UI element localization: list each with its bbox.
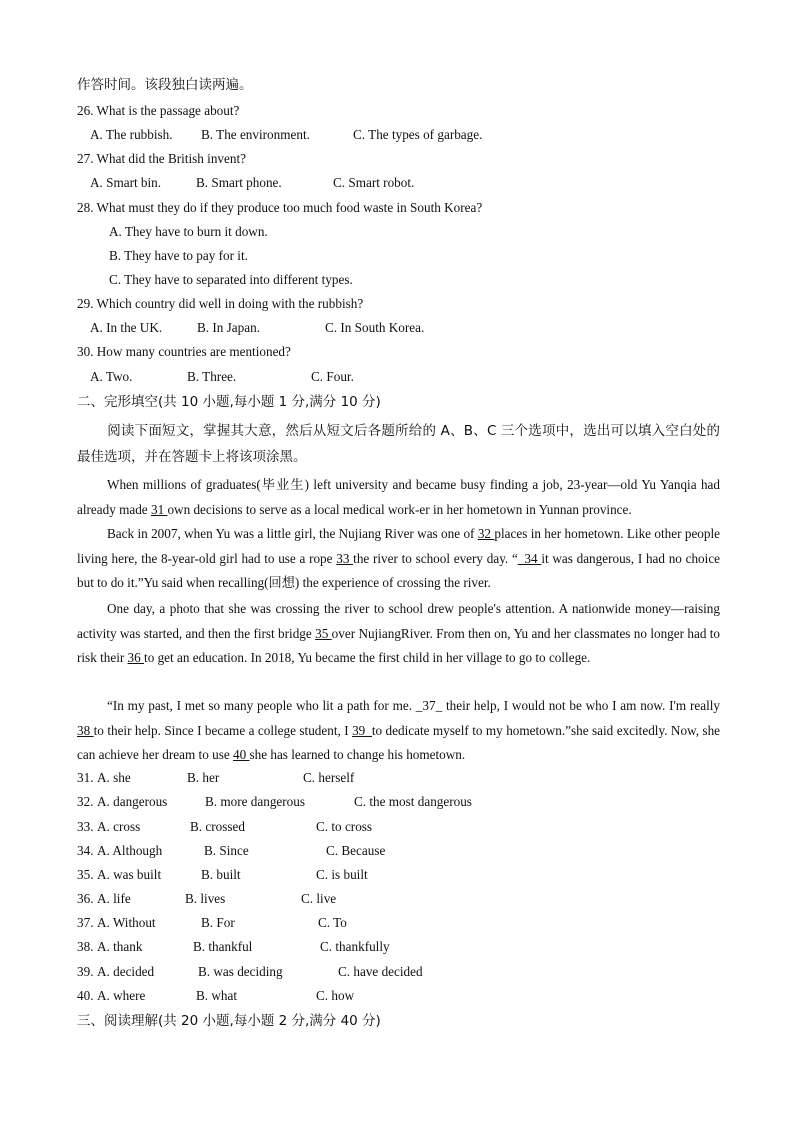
blank-34[interactable]: _34 — [517, 550, 542, 566]
cloze-num-38: 38. — [77, 939, 94, 954]
cloze-36-option-c[interactable]: C. live — [301, 891, 337, 906]
cloze-36-option-a[interactable]: A. life — [97, 891, 131, 906]
section-2-instruction: 阅读下面短文，掌握其大意，然后从短文后各题所给的 A、B、C 三个选项中，选出可以填入空白处的最佳选项，并在答题卡上将该项涂黑。 — [77, 423, 720, 465]
cloze-num-39: 39. — [77, 964, 94, 979]
q30-option-a[interactable]: A. Two. — [90, 369, 133, 384]
cloze-num-35: 35. — [77, 867, 94, 882]
cloze-35-option-c[interactable]: C. is built — [316, 867, 368, 882]
cloze-35-option-b[interactable]: B. built — [201, 867, 241, 882]
cloze-num-32: 32. — [77, 794, 94, 809]
q27-option-b[interactable]: B. Smart phone. — [196, 175, 282, 190]
cloze-40-option-c[interactable]: C. how — [316, 988, 355, 1003]
cloze-33-option-a[interactable]: A. cross — [97, 819, 141, 834]
blank-35[interactable]: 35 — [315, 625, 332, 641]
q29-option-a[interactable]: A. In the UK. — [90, 320, 163, 335]
cloze-38-option-a[interactable]: A. thank — [97, 939, 143, 954]
cloze-39-option-b[interactable]: B. was deciding — [198, 964, 283, 979]
blank-38[interactable]: 38 — [77, 722, 94, 738]
cloze-39-option-a[interactable]: A. decided — [97, 964, 155, 979]
blank-32[interactable]: 32 — [477, 526, 495, 541]
cloze-33-option-b[interactable]: B. crossed — [190, 819, 245, 834]
blank-36[interactable]: 36 — [127, 650, 145, 665]
cloze-num-34: 34. — [77, 843, 94, 858]
q27-option-c[interactable]: C. Smart robot. — [333, 175, 415, 190]
cloze-33-option-c[interactable]: C. to cross — [316, 819, 373, 834]
question-27: 27. What did the British invent? — [77, 151, 246, 166]
question-26: 26. What is the passage about? — [77, 103, 240, 118]
q28-option-a[interactable]: A. They have to burn it down. — [109, 224, 268, 239]
cloze-num-37: 37. — [77, 915, 94, 930]
passage-paragraph-1: When millions of graduates(毕业生) left university and became busy finding a job, 23-year—old Yu Yanqia had already made 31 own decisions to serve as a local medical work-er in her hometown in Yunnan province. — [77, 477, 720, 517]
blank-31[interactable]: 31 — [150, 501, 168, 517]
cloze-34-option-c[interactable]: C. Because — [326, 843, 386, 858]
cloze-32-option-b[interactable]: B. more dangerous — [205, 794, 305, 809]
blank-39[interactable]: 39_ — [352, 722, 372, 738]
cloze-num-33: 33. — [77, 819, 94, 834]
q27-option-a[interactable]: A. Smart bin. — [90, 175, 162, 190]
cloze-37-option-b[interactable]: B. For — [201, 915, 235, 930]
cloze-38-option-b[interactable]: B. thankful — [193, 939, 253, 954]
cloze-40-option-b[interactable]: B. what — [196, 988, 238, 1003]
q26-option-a[interactable]: A. The rubbish. — [90, 127, 173, 142]
cloze-40-option-a[interactable]: A. where — [97, 988, 146, 1003]
blank-40[interactable]: 40 — [232, 747, 250, 762]
cloze-32-option-a[interactable]: A. dangerous — [97, 794, 168, 809]
cloze-38-option-c[interactable]: C. thankfully — [320, 939, 390, 954]
cloze-39-option-c[interactable]: C. have decided — [338, 964, 423, 979]
q29-option-b[interactable]: B. In Japan. — [197, 320, 260, 335]
cloze-36-option-b[interactable]: B. lives — [185, 891, 226, 906]
q30-option-b[interactable]: B. Three. — [187, 369, 237, 384]
cloze-31-option-c[interactable]: C. herself — [303, 770, 355, 785]
section-3-title: 三、阅读理解(共 20 小题,每小题 2 分,满分 40 分) — [77, 1013, 381, 1029]
section-2-title: 二、完形填空(共 10 小题,每小题 1 分,满分 10 分) — [77, 394, 381, 410]
question-29: 29. Which country did well in doing with the rubbish? — [77, 296, 364, 311]
q30-option-c[interactable]: C. Four. — [311, 369, 354, 384]
cloze-34-option-b[interactable]: B. Since — [204, 843, 249, 858]
cloze-35-option-a[interactable]: A. was built — [97, 867, 162, 882]
q29-option-c[interactable]: C. In South Korea. — [325, 320, 425, 335]
question-28: 28. What must they do if they produce too much food waste in South Korea? — [77, 200, 483, 215]
cloze-31-option-a[interactable]: A. she — [97, 770, 131, 785]
passage-paragraph-3: One day, a photo that she was crossing the river to school drew people's attention. A nationwide money—raising activity was started, and then the first bridge 35 over NujiangRiver. From then on, Yu and her classmates no longer had to risk their 36 to get an education. In 2018, Yu became the first child in her village to go to college. — [77, 601, 721, 665]
cloze-31-option-b[interactable]: B. her — [187, 770, 220, 785]
passage-paragraph-4: “In my past, I met so many people who lit a path for me. _37_ their help, I would not be who I am now. I'm really 38 to their help. Since I became a college student, I 39_to dedicate myself to my hometown.”she said excitedly. Now, she can achieve her dream to use 40 she has learned to change his hometown. — [77, 698, 721, 762]
cloze-num-31: 31. — [77, 770, 94, 785]
q26-option-b[interactable]: B. The environment. — [201, 127, 310, 142]
intro-tail-text: 作答时间。该段独白读两遍。 — [77, 77, 253, 93]
cloze-num-36: 36. — [77, 891, 94, 906]
cloze-37-option-c[interactable]: C. To — [318, 915, 347, 930]
question-30: 30. How many countries are mentioned? — [77, 344, 291, 359]
q28-option-c[interactable]: C. They have to separated into different types. — [109, 272, 353, 287]
q26-option-c[interactable]: C. The types of garbage. — [353, 127, 483, 142]
blank-33[interactable]: 33 — [336, 550, 354, 566]
passage-paragraph-2: Back in 2007, when Yu was a little girl, the Nujiang River was one of 32 places in her hometown. Like other people living here, the 8-year-old girl had to use a rope 33 the river to school every day. “_34 it was dangerous, I had no choice but to do it.”Yu said when recalling(回想) the experience of crossing the river. — [77, 526, 721, 590]
cloze-32-option-c[interactable]: C. the most dangerous — [354, 794, 472, 809]
cloze-34-option-a[interactable]: A. Although — [97, 843, 163, 858]
cloze-num-40: 40. — [77, 988, 94, 1003]
cloze-37-option-a[interactable]: A. Without — [97, 915, 156, 930]
q28-option-b[interactable]: B. They have to pay for it. — [109, 248, 248, 263]
